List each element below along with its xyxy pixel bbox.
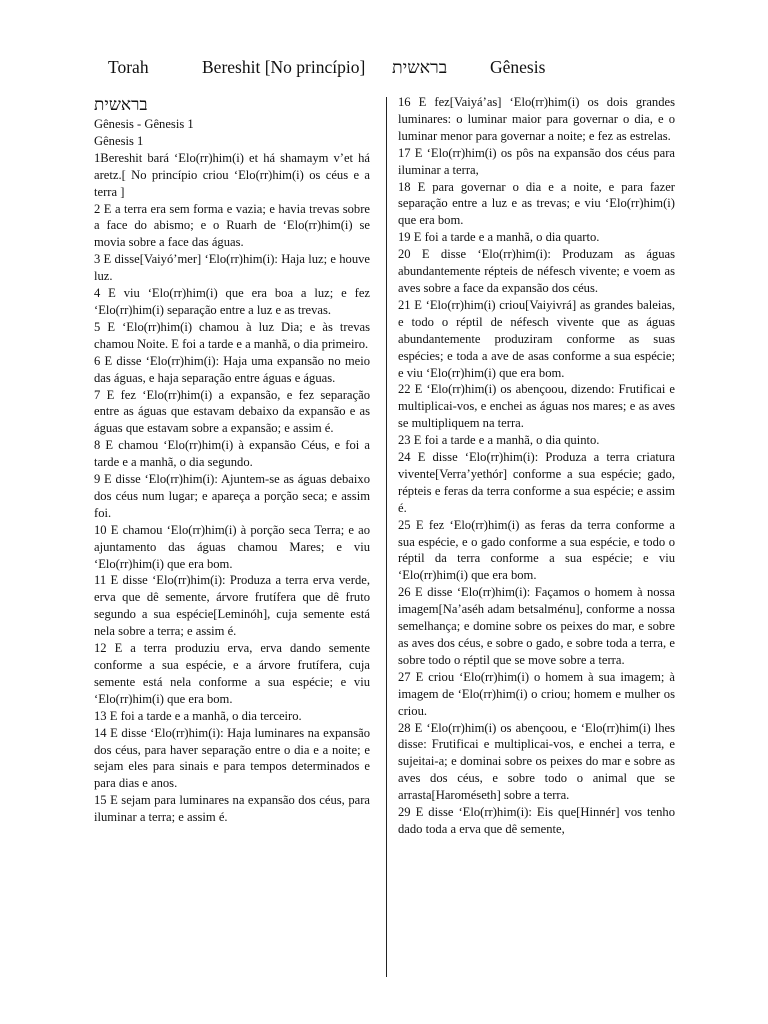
hebrew-book-title: בראשית — [94, 95, 148, 114]
verse: 21 E ‘Elo(rr)him(i) criou[Vaiyivrá] as grandes baleias, e todo o réptil de néfesch vivente que as águas abundantemente produziram conforme as suas espécies; e toda a ave de asas conforme a sua espécie; e viu ‘Elo(rr)him(i) que era bom. — [398, 297, 675, 380]
page-header — [0, 57, 768, 83]
verse: 2 E a terra era sem forma e vazia; e havia trevas sobre a face do abismo; e o Ruarh de ‘Elo(rr)him(i) se movia sobre a face das águas. — [94, 201, 370, 250]
right-column — [398, 94, 675, 838]
verse: 23 E foi a tarde e a manhã, o dia quinto. — [398, 433, 600, 448]
book-chapter-line: Gênesis - Gênesis 1 — [94, 117, 194, 131]
verse: 27 E criou ‘Elo(rr)him(i) o homem à sua imagem; à imagem de ‘Elo(rr)him(i) o criou; homem e mulher os criou. — [398, 669, 675, 718]
chapter-heading: Gênesis 1 — [94, 133, 144, 148]
verse: 1Bereshit bará ‘Elo(rr)him(i) et há shamaym v’et há aretz.[ No princípio criou ‘Elo(rr)him(i) os céus e a terra ] — [94, 150, 370, 199]
left-column — [94, 94, 370, 826]
verse: 14 E disse ‘Elo(rr)him(i): Haja luminares na expansão dos céus, para haver separação entre o dia e a noite; e sejam eles para sinais e para tempos determinados e para dias e anos. — [94, 725, 370, 791]
header-genesis: Gênesis — [490, 57, 546, 77]
verse: 12 E a terra produziu erva, erva dando semente conforme a sua espécie, e a árvore frutífera, cuja semente está nela conforme a sua espécie; e viu ‘Elo(rr)him(i) que era bom. — [94, 641, 370, 706]
verse: 10 E chamou ‘Elo(rr)him(i) à porção seca Terra; e ao ajuntamento das águas chamou Mares; e viu ‘Elo(rr)him(i) que era bom. — [94, 522, 370, 571]
verse: 8 E chamou ‘Elo(rr)him(i) à expansão Céus, e foi a tarde e a manhã, o dia segundo. — [94, 438, 370, 470]
verse: 24 E disse ‘Elo(rr)him(i): Produza a terra criatura vivente[Verra’yethór] conforme a sua espécie; gado, répteis e feras da terra conforme a sua espécie; e assim é. — [398, 450, 675, 515]
verse: 5 E ‘Elo(rr)him(i) chamou à luz Dia; e às trevas chamou Noite. E foi a tarde e a manhã, o dia primeiro. — [94, 319, 370, 351]
verse: 9 E disse ‘Elo(rr)him(i): Ajuntem-se as águas debaixo dos céus num lugar; e apareça a porção seca; e assim foi. — [94, 472, 370, 520]
verse: 4 E viu ‘Elo(rr)him(i) que era boa a luz; e fez ‘Elo(rr)him(i) separação entre a luz e as trevas. — [94, 286, 370, 317]
header-bereshit: Bereshit [No princípio] — [202, 57, 366, 77]
verse: 15 E sejam para luminares na expansão dos céus, para iluminar a terra; e assim é. — [94, 793, 370, 825]
verse: 20 E disse ‘Elo(rr)him(i): Produzam as águas abundantemente répteis de néfesch vivente; e voem as aves sobre a face da expansão dos céus. — [398, 247, 675, 295]
verse: 7 E fez ‘Elo(rr)him(i) a expansão, e fez separação entre as águas que estavam debaixo da expansão e as águas que estavam sobre a expansão; e assim é. — [94, 387, 370, 436]
verse: 29 E disse ‘Elo(rr)him(i): Eis que[Hinnér] vos tenho dado toda a erva que dê semente, — [398, 805, 675, 836]
verse: 19 E foi a tarde e a manhã, o dia quarto. — [398, 230, 600, 245]
verse: 3 E disse[Vaiyó’mer] ‘Elo(rr)him(i): Haja luz; e houve luz. — [94, 252, 370, 284]
header-torah: Torah — [108, 57, 149, 77]
header-hebrew-title: בראשית — [392, 57, 448, 77]
verse: 16 E fez[Vaiyá’as] ‘Elo(rr)him(i) os dois grandes luminares: o luminar maior para governar o dia, e o luminar menor para governar a noite; e fez as estrelas. — [398, 95, 675, 143]
verse: 22 E ‘Elo(rr)him(i) os abençoou, dizendo: Frutificai e multiplicai-vos, e enchei as águas nos mares; e as aves se multipliquem na terra. — [398, 382, 675, 431]
verse: 18 E para governar o dia e a noite, e para fazer separação entre a luz e as trevas; e viu ‘Elo(rr)him(i) que era bom. — [398, 179, 675, 228]
verse: 25 E fez ‘Elo(rr)him(i) as feras da terra conforme a sua espécie, e o gado conforme a sua espécie, e todo o réptil da terra conforme a sua espécie; e viu ‘Elo(rr)him(i) que era bom. — [398, 517, 675, 583]
verse: 6 E disse ‘Elo(rr)him(i): Haja uma expansão no meio das águas, e haja separação entre águas e águas. — [94, 353, 370, 385]
verse: 28 E ‘Elo(rr)him(i) os abençoou, e ‘Elo(rr)him(i) lhes disse: Frutificai e multiplicai-vos, e enchei a terra, e sujeitai-a; e dominai sobre os peixes do mar e sobre as aves dos céus, e sobre todo o animal que se arrasta[Haroméseth] sobre a terra. — [398, 720, 675, 803]
verse: 11 E disse ‘Elo(rr)him(i): Produza a terra erva verde, erva que dê semente, árvore frutífera que dê fruto segundo a sua espécie[Leminóh], cuja semente está nela sobre a terra; e assim é. — [94, 573, 370, 639]
verse: 13 E foi a tarde e a manhã, o dia terceiro. — [94, 708, 302, 723]
verse: 17 E ‘Elo(rr)him(i) os pôs na expansão dos céus para iluminar a terra, — [398, 145, 675, 177]
verse: 26 E disse ‘Elo(rr)him(i): Façamos o homem à nossa imagem[Na’aséh adam betsalménu], conforme a nossa semelhança; e domine sobre os peixes do mar, e sobre as aves dos céus, e sobre o gado, e sobre toda a terra, e sobre todo o réptil que se move sobre a terra. — [398, 585, 675, 667]
column-divider — [386, 97, 387, 977]
